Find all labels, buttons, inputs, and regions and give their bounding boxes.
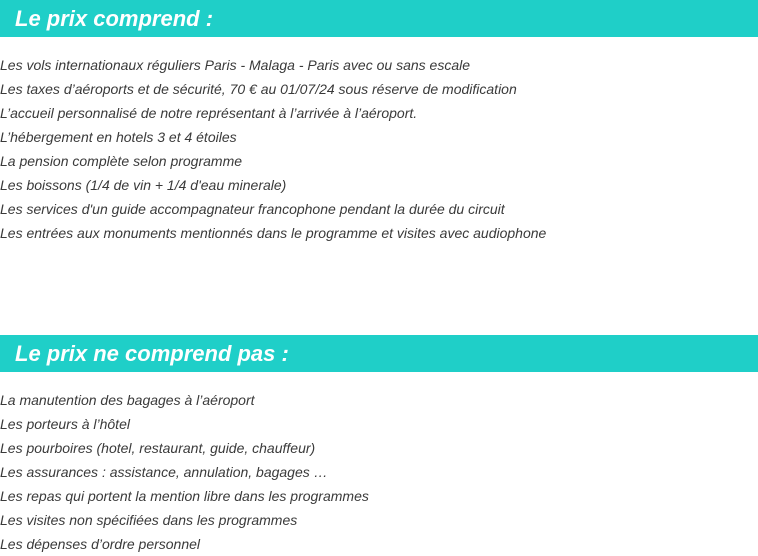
list-item: La pension complète selon programme	[0, 153, 243, 169]
list-item: Les pourboires (hotel, restaurant, guide, chauffeur)	[0, 440, 316, 456]
list-item: Les porteurs à l’hôtel	[0, 416, 130, 432]
list-item: Les repas qui portent la mention libre dans les programmes	[0, 488, 369, 504]
list-item: Les services d'un guide accompagnateur francophone pendant la durée du circuit	[0, 201, 505, 217]
list-item: Les dépenses d’ordre personnel	[0, 536, 201, 552]
includes-section-header	[0, 0, 758, 37]
list-item: L’accueil personnalisé de notre représentant à l’arrivée à l’aéroport.	[0, 105, 418, 121]
list-item: Les visites non spécifiées dans les programmes	[0, 512, 298, 528]
list-item: La manutention des bagages à l’aéroport	[0, 392, 255, 408]
list-item: L’hébergement en hotels 3 et 4 étoiles	[0, 129, 237, 145]
list-item: Les entrées aux monuments mentionnés dans le programme et visites avec audiophone	[0, 225, 547, 241]
excludes-title: Le prix ne comprend pas :	[15, 341, 289, 366]
includes-list	[0, 53, 758, 245]
excludes-section-header	[0, 335, 758, 372]
list-item: Les boissons (1/4 de vin + 1/4 d'eau minerale)	[0, 177, 287, 193]
list-item: Les vols internationaux réguliers Paris - Malaga - Paris avec ou sans escale	[0, 57, 471, 73]
list-item: Les taxes d’aéroports et de sécurité, 70 € au 01/07/24 sous réserve de modification	[0, 81, 517, 97]
includes-title: Le prix comprend :	[15, 6, 214, 31]
list-item: Les assurances : assistance, annulation, bagages …	[0, 464, 328, 480]
excludes-list	[0, 388, 758, 556]
